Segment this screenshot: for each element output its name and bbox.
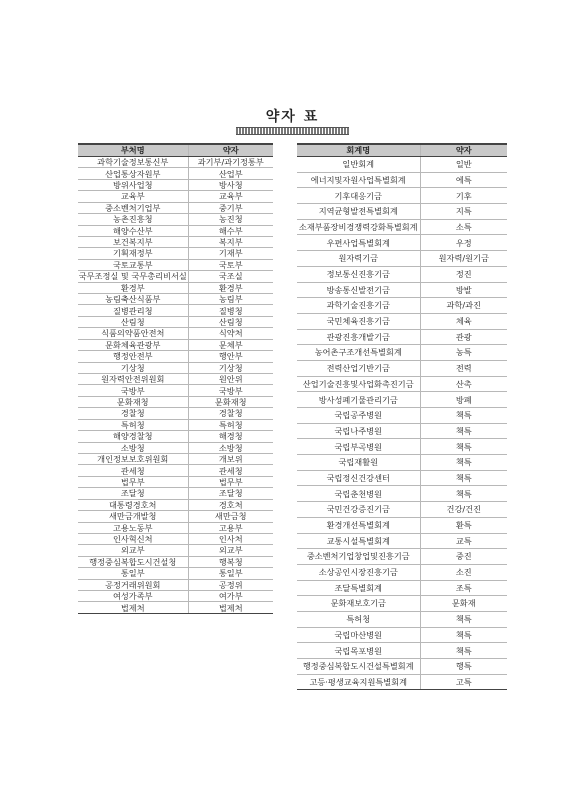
name-cell: 조달청 — [78, 488, 188, 499]
name-cell: 전력산업기반기금 — [297, 360, 420, 376]
name-cell: 교통시설특별회계 — [297, 533, 420, 549]
abbreviation-cell: 건강/건진 — [420, 502, 507, 518]
name-cell: 환경개선특별회계 — [297, 517, 420, 533]
table-row — [78, 533, 273, 544]
name-cell: 행정안전부 — [78, 351, 188, 362]
table-row — [297, 360, 507, 376]
abbreviation-cell: 여가부 — [188, 591, 273, 602]
name-cell: 통일부 — [78, 568, 188, 579]
table-row — [297, 345, 507, 361]
abbreviation-cell: 국조실 — [188, 271, 273, 282]
abbreviation-cell: 기후 — [420, 188, 507, 204]
table-row — [78, 499, 273, 510]
name-cell: 산업기술진흥및사업화촉진기금 — [297, 376, 420, 392]
abbreviation-cell: 원자력/원기금 — [420, 251, 507, 267]
name-cell: 소재부품장비경쟁력강화특별회계 — [297, 219, 420, 235]
abbreviation-cell: 과학/과진 — [420, 298, 507, 314]
name-cell: 해양경찰청 — [78, 431, 188, 442]
name-cell: 식품의약품안전처 — [78, 328, 188, 339]
name-cell: 국립부곡병원 — [297, 439, 420, 455]
name-cell: 국민체육진흥기금 — [297, 313, 420, 329]
table-row — [297, 219, 507, 235]
name-cell: 국립정신건강센터 — [297, 470, 420, 486]
name-cell: 원자력기금 — [297, 251, 420, 267]
abbreviation-cell: 고특 — [420, 674, 507, 690]
abbreviation-cell: 조특 — [420, 580, 507, 596]
table-row — [297, 627, 507, 643]
name-cell: 과학기술정보통신부 — [78, 157, 188, 168]
table-row — [297, 455, 507, 471]
table-row — [78, 316, 273, 327]
abbreviation-cell: 책특 — [420, 470, 507, 486]
table-row — [78, 214, 273, 225]
name-cell: 우편사업특별회계 — [297, 235, 420, 251]
column-header-ministry: 부처명 — [78, 144, 188, 157]
table-row — [297, 517, 507, 533]
abbreviation-cell: 행안부 — [188, 351, 273, 362]
name-cell: 새만금개발청 — [78, 511, 188, 522]
table-row — [297, 157, 507, 173]
name-cell: 국립공주병원 — [297, 408, 420, 424]
table-row — [78, 602, 273, 613]
abbreviation-cell: 문화재청 — [188, 396, 273, 407]
name-cell: 인사혁신처 — [78, 533, 188, 544]
abbreviation-cell: 기재부 — [188, 248, 273, 259]
abbreviation-cell: 책특 — [420, 611, 507, 627]
abbreviation-cell: 산림청 — [188, 316, 273, 327]
table-header-row — [297, 144, 507, 157]
table-row — [297, 329, 507, 345]
name-cell: 산업통상자원부 — [78, 168, 188, 179]
table-row — [297, 580, 507, 596]
table-row — [78, 328, 273, 339]
name-cell: 기획재정부 — [78, 248, 188, 259]
abbreviation-cell: 산촉 — [420, 376, 507, 392]
table-row — [78, 374, 273, 385]
abbreviation-cell: 해수부 — [188, 225, 273, 236]
abbreviation-cell: 특허청 — [188, 419, 273, 430]
abbreviation-cell: 행복청 — [188, 556, 273, 567]
name-cell: 소방청 — [78, 442, 188, 453]
abbreviation-cell: 체육 — [420, 313, 507, 329]
abbreviation-cell: 고용부 — [188, 522, 273, 533]
name-cell: 기상청 — [78, 362, 188, 373]
abbreviation-cell: 조달청 — [188, 488, 273, 499]
table-row — [78, 442, 273, 453]
table-row — [297, 674, 507, 690]
abbreviation-cell: 개보위 — [188, 453, 273, 464]
name-cell: 문화재청 — [78, 396, 188, 407]
name-cell: 농림축산식품부 — [78, 294, 188, 305]
name-cell: 국토교통부 — [78, 259, 188, 270]
name-cell: 법무부 — [78, 476, 188, 487]
abbreviation-cell: 관광 — [420, 329, 507, 345]
name-cell: 대통령경호처 — [78, 499, 188, 510]
table-row — [78, 591, 273, 602]
table-row — [297, 564, 507, 580]
name-cell: 조달특별회계 — [297, 580, 420, 596]
name-cell: 행정중심복합도시건설청 — [78, 556, 188, 567]
table-row — [78, 396, 273, 407]
table-row — [78, 545, 273, 556]
name-cell: 관세청 — [78, 465, 188, 476]
abbreviation-cell: 소특 — [420, 219, 507, 235]
table-row — [78, 408, 273, 419]
name-cell: 공정거래위원회 — [78, 579, 188, 590]
abbreviation-cell: 통일부 — [188, 568, 273, 579]
name-cell: 여성가족부 — [78, 591, 188, 602]
abbreviation-cell: 행특 — [420, 659, 507, 675]
table-row — [78, 385, 273, 396]
name-cell: 외교부 — [78, 545, 188, 556]
name-cell: 방사성폐기물관리기금 — [297, 392, 420, 408]
name-cell: 국방부 — [78, 385, 188, 396]
table-row — [297, 533, 507, 549]
table-row — [78, 236, 273, 247]
page-title: 약자 표 — [265, 109, 320, 125]
abbreviation-cell: 책특 — [420, 486, 507, 502]
abbreviation-cell: 소진 — [420, 564, 507, 580]
table-row — [297, 470, 507, 486]
abbreviation-cell: 교육부 — [188, 191, 273, 202]
abbreviation-cell: 법제처 — [188, 602, 273, 613]
name-cell: 국립춘천병원 — [297, 486, 420, 502]
abbreviation-cell: 과기부/과기정통부 — [188, 157, 273, 168]
table-row — [297, 172, 507, 188]
name-cell: 기후대응기금 — [297, 188, 420, 204]
column-header-abbreviation: 약자 — [188, 144, 273, 157]
name-cell: 특허청 — [297, 611, 420, 627]
table-row — [78, 476, 273, 487]
name-cell: 관광진흥개발기금 — [297, 329, 420, 345]
name-cell: 문화체육관광부 — [78, 339, 188, 350]
table-row — [78, 568, 273, 579]
abbreviation-cell: 방발 — [420, 282, 507, 298]
table-row — [297, 549, 507, 565]
table-row — [78, 579, 273, 590]
name-cell: 교육부 — [78, 191, 188, 202]
table-row — [297, 376, 507, 392]
table-row — [78, 248, 273, 259]
table-row — [297, 611, 507, 627]
name-cell: 산림청 — [78, 316, 188, 327]
name-cell: 정보통신진흥기금 — [297, 266, 420, 282]
name-cell: 국민건강증진기금 — [297, 502, 420, 518]
abbreviation-cell: 책특 — [420, 455, 507, 471]
table-row — [78, 282, 273, 293]
table-header-row — [78, 144, 273, 157]
table-row — [297, 298, 507, 314]
table-row — [78, 305, 273, 316]
table-row — [78, 168, 273, 179]
abbreviation-cell: 법무부 — [188, 476, 273, 487]
abbreviation-cell: 경호처 — [188, 499, 273, 510]
abbreviation-cell: 공정위 — [188, 579, 273, 590]
abbreviation-cell: 해경청 — [188, 431, 273, 442]
name-cell: 환경부 — [78, 282, 188, 293]
abbreviation-cell: 원안위 — [188, 374, 273, 385]
abbreviation-cell: 문화재 — [420, 596, 507, 612]
name-cell: 일반회계 — [297, 157, 420, 173]
table-row — [297, 282, 507, 298]
abbreviation-cell: 경찰청 — [188, 408, 273, 419]
table-row — [297, 204, 507, 220]
table-row — [78, 419, 273, 430]
abbreviation-cell: 환경부 — [188, 282, 273, 293]
table-row — [78, 271, 273, 282]
table-row — [78, 351, 273, 362]
table-row — [78, 294, 273, 305]
abbreviation-cell: 중진 — [420, 549, 507, 565]
column-header-abbreviation: 약자 — [420, 144, 507, 157]
table-row — [297, 423, 507, 439]
name-cell: 질병관리청 — [78, 305, 188, 316]
abbreviation-cell: 책특 — [420, 408, 507, 424]
account-abbreviation-table — [297, 143, 507, 690]
name-cell: 경찰청 — [78, 408, 188, 419]
table-row — [78, 453, 273, 464]
table-row — [297, 659, 507, 675]
name-cell: 방위사업청 — [78, 179, 188, 190]
table-row — [297, 235, 507, 251]
name-cell: 보건복지부 — [78, 236, 188, 247]
abbreviation-cell: 농진청 — [188, 214, 273, 225]
name-cell: 법제처 — [78, 602, 188, 613]
abbreviation-cell: 국토부 — [188, 259, 273, 270]
table-row — [78, 556, 273, 567]
abbreviation-cell: 지특 — [420, 204, 507, 220]
name-cell: 국립목포병원 — [297, 643, 420, 659]
abbreviation-cell: 식약처 — [188, 328, 273, 339]
abbreviation-cell: 환특 — [420, 517, 507, 533]
table-row — [297, 596, 507, 612]
table-row — [297, 251, 507, 267]
table-row — [78, 339, 273, 350]
table-row — [78, 179, 273, 190]
name-cell: 원자력안전위원회 — [78, 374, 188, 385]
name-cell: 농어촌구조개선특별회계 — [297, 345, 420, 361]
name-cell: 지역균형발전특별회계 — [297, 204, 420, 220]
abbreviation-cell: 중기부 — [188, 202, 273, 213]
table-row — [78, 522, 273, 533]
abbreviation-cell: 인사처 — [188, 533, 273, 544]
name-cell: 특허청 — [78, 419, 188, 430]
column-header-account: 회계명 — [297, 144, 420, 157]
name-cell: 문화재보호기금 — [297, 596, 420, 612]
name-cell: 국립재활원 — [297, 455, 420, 471]
abbreviation-cell: 국방부 — [188, 385, 273, 396]
table-row — [78, 202, 273, 213]
abbreviation-cell: 에특 — [420, 172, 507, 188]
abbreviation-cell: 책특 — [420, 643, 507, 659]
table-row — [78, 259, 273, 270]
name-cell: 과학기술진흥기금 — [297, 298, 420, 314]
name-cell: 국립마산병원 — [297, 627, 420, 643]
abbreviation-cell: 책특 — [420, 423, 507, 439]
table-row — [297, 313, 507, 329]
abbreviation-cell: 우정 — [420, 235, 507, 251]
table-row — [78, 488, 273, 499]
table-row — [297, 408, 507, 424]
abbreviation-cell: 방폐 — [420, 392, 507, 408]
abbreviation-cell: 소방청 — [188, 442, 273, 453]
name-cell: 고등·평생교육지원특별회계 — [297, 674, 420, 690]
abbreviation-cell: 책특 — [420, 627, 507, 643]
name-cell: 소상공인시장진흥기금 — [297, 564, 420, 580]
table-row — [297, 502, 507, 518]
table-row — [78, 225, 273, 236]
table-row — [78, 431, 273, 442]
name-cell: 방송통신발전기금 — [297, 282, 420, 298]
name-cell: 국무조정실 및 국무총리비서실 — [78, 271, 187, 282]
table-row — [297, 188, 507, 204]
ministry-abbreviation-table — [78, 143, 273, 614]
title-underline — [236, 127, 349, 135]
table-row — [78, 511, 273, 522]
abbreviation-cell: 교특 — [420, 533, 507, 549]
name-cell: 해양수산부 — [78, 225, 188, 236]
abbreviation-cell: 기상청 — [188, 362, 273, 373]
table-row — [297, 439, 507, 455]
table-row — [78, 465, 273, 476]
name-cell: 중소벤처기업창업및진흥기금 — [297, 549, 420, 565]
abbreviation-cell: 외교부 — [188, 545, 273, 556]
name-cell: 행정중심복합도시건설특별회계 — [297, 659, 420, 675]
name-cell: 개인정보보호위원회 — [78, 453, 188, 464]
abbreviation-cell: 산업부 — [188, 168, 273, 179]
abbreviation-cell: 복지부 — [188, 236, 273, 247]
name-cell: 고용노동부 — [78, 522, 188, 533]
name-cell: 에너지및자원사업특별회계 — [297, 172, 420, 188]
table-row — [78, 191, 273, 202]
abbreviation-cell: 농특 — [420, 345, 507, 361]
abbreviation-cell: 전력 — [420, 360, 507, 376]
abbreviation-cell: 정진 — [420, 266, 507, 282]
abbreviation-cell: 새만금청 — [188, 511, 273, 522]
abbreviation-cell: 방사청 — [188, 179, 273, 190]
abbreviation-cell: 문체부 — [188, 339, 273, 350]
abbreviation-cell: 일반 — [420, 157, 507, 173]
table-row — [297, 266, 507, 282]
abbreviation-cell: 질병청 — [188, 305, 273, 316]
abbreviation-cell: 관세청 — [188, 465, 273, 476]
table-row — [78, 157, 273, 168]
name-cell: 농촌진흥청 — [78, 214, 188, 225]
table-row — [297, 643, 507, 659]
table-row — [78, 362, 273, 373]
table-row — [297, 486, 507, 502]
abbreviation-cell: 책특 — [420, 439, 507, 455]
table-row — [297, 392, 507, 408]
name-cell: 국립나주병원 — [297, 423, 420, 439]
name-cell: 중소벤처기업부 — [78, 202, 188, 213]
abbreviation-cell: 농림부 — [188, 294, 273, 305]
